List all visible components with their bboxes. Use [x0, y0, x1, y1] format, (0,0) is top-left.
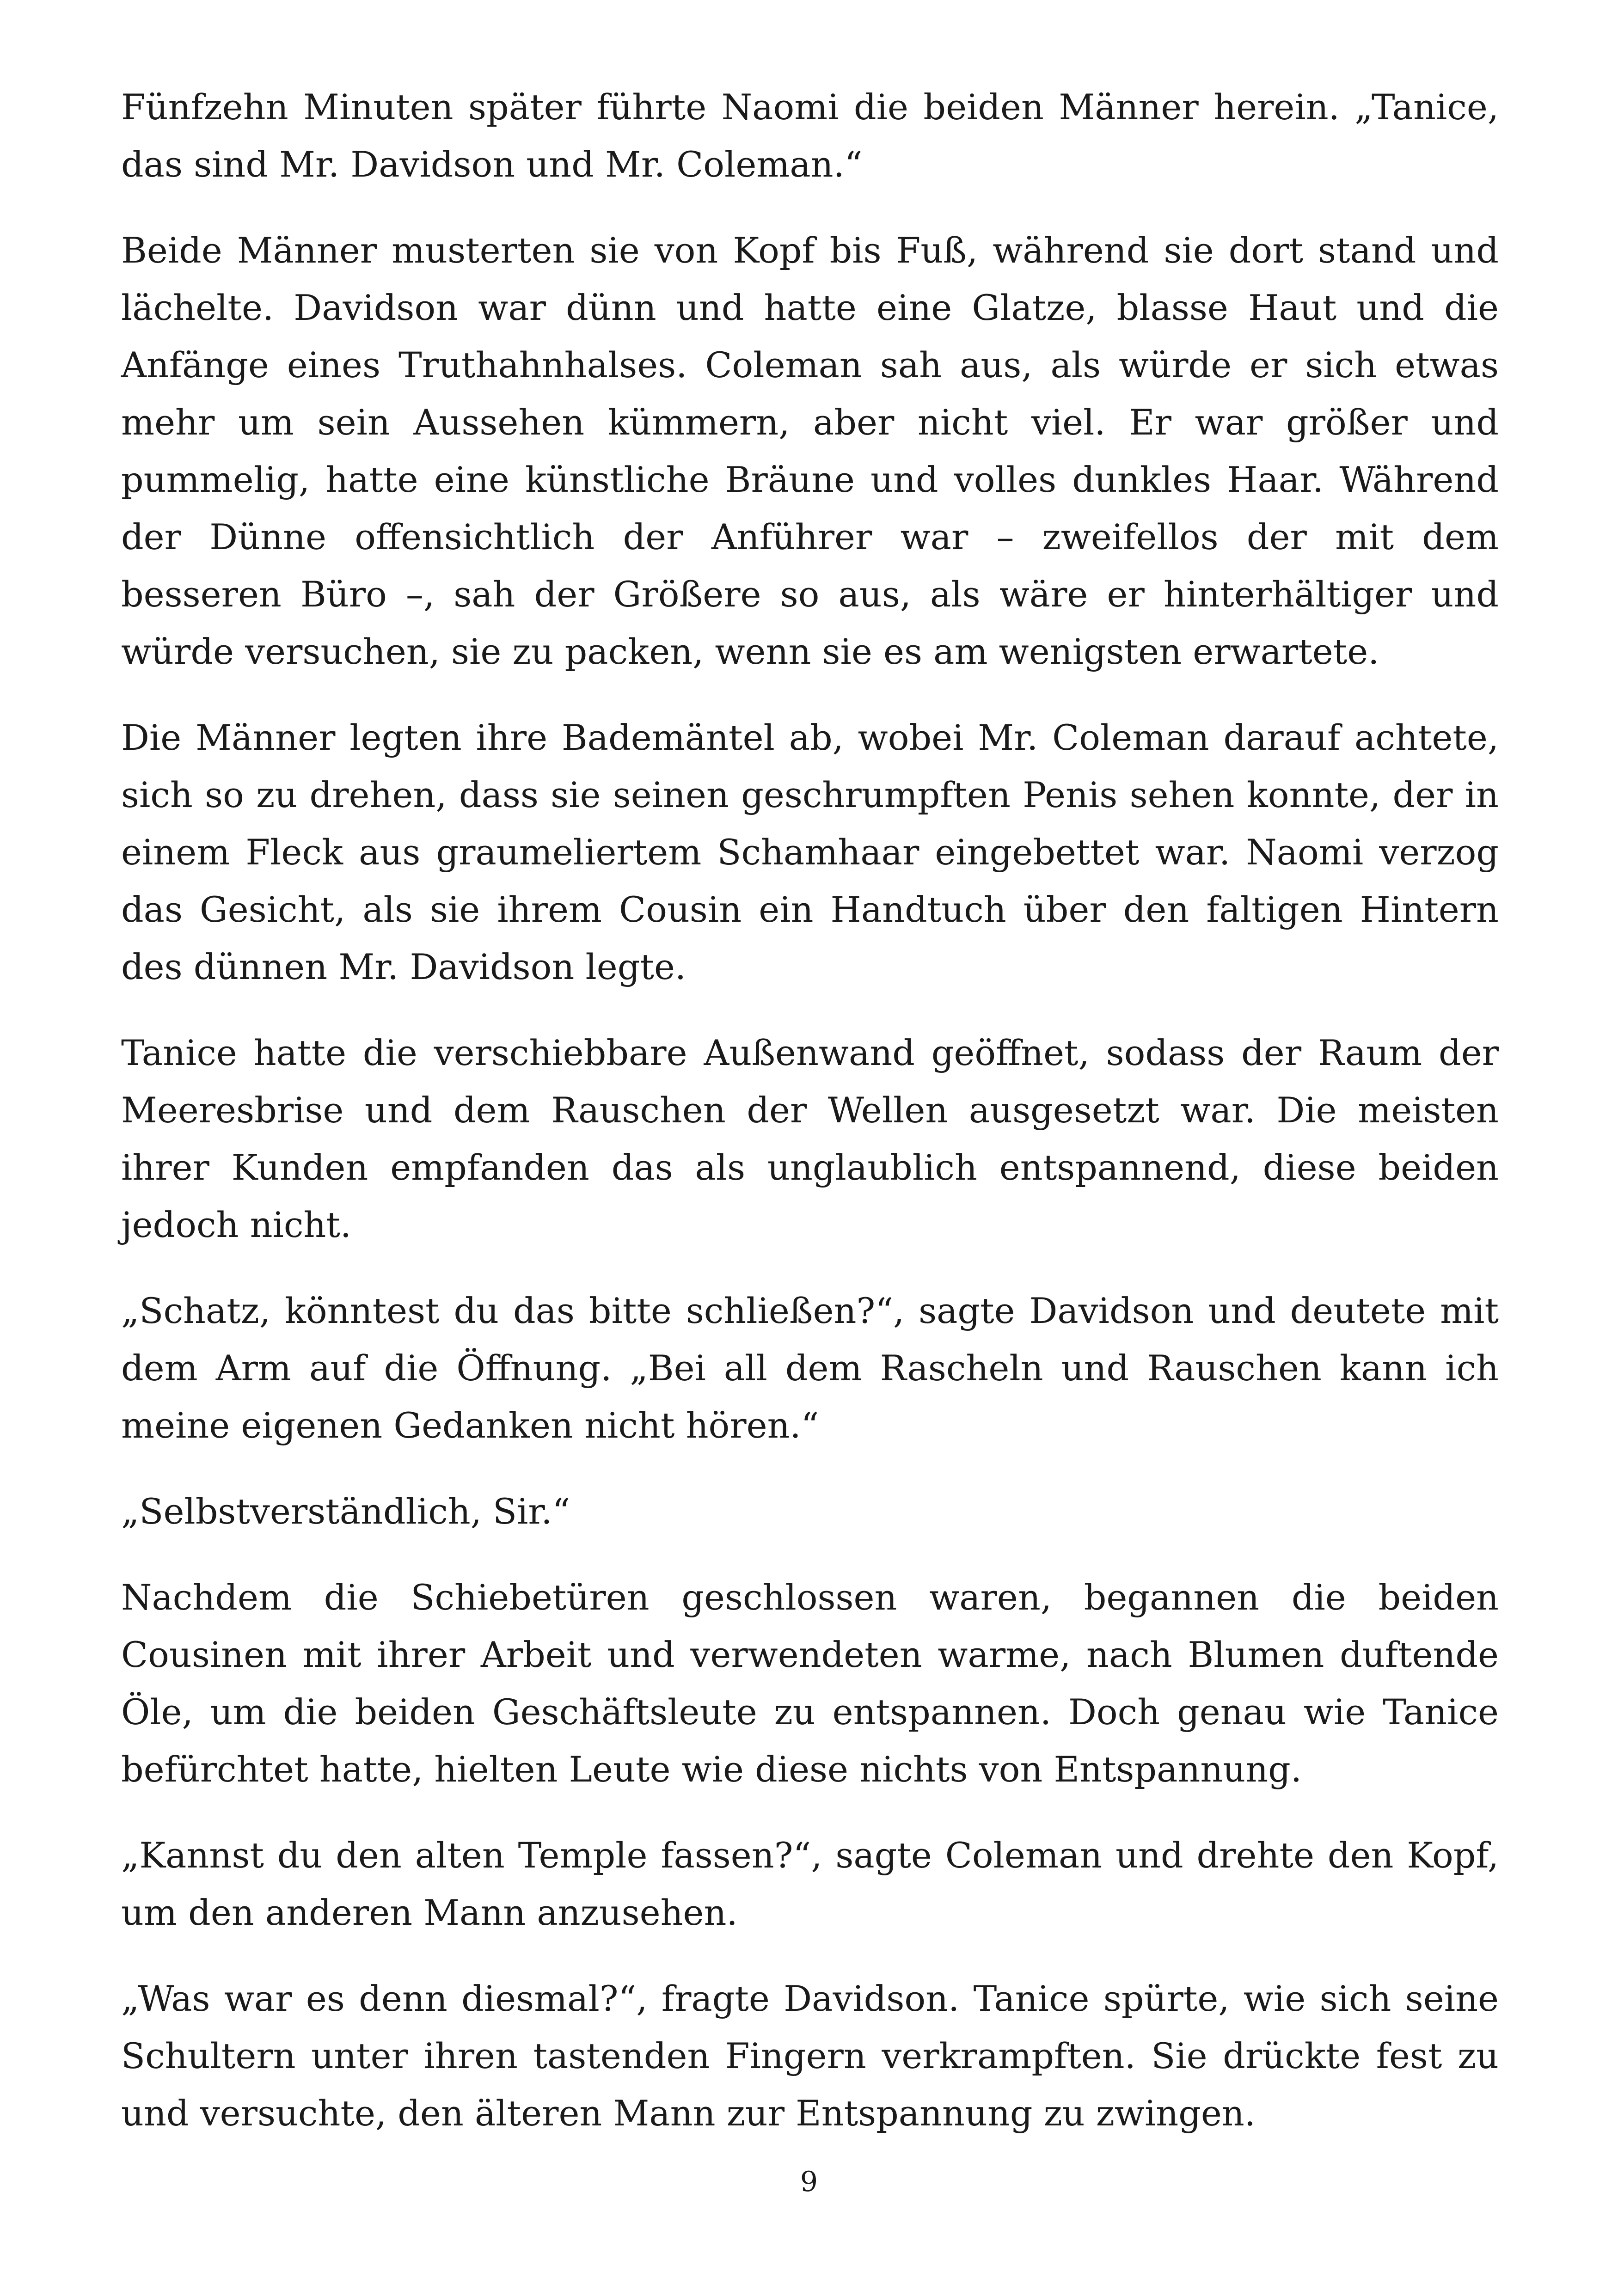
- body-text: [121, 79, 1499, 2171]
- paragraph: „Kannst du den alten Temple fassen?“, sagte Coleman und drehte den Kopf, um den anderen Mann anzusehen.: [121, 1835, 1499, 1933]
- paragraph: Fünfzehn Minuten später führte Naomi die beiden Männer herein. „Tanice, das sind Mr. Davidson und Mr. Coleman.“: [121, 86, 1499, 185]
- paragraph: „Schatz, könntest du das bitte schließen?“, sagte Davidson und deutete mit dem Arm auf die Öffnung. „Bei all dem Rascheln und Rauschen kann ich meine eigenen Gedanken nicht hören.“: [121, 1290, 1499, 1446]
- paragraph: „Selbstverständlich, Sir.“: [121, 1491, 570, 1532]
- paragraph: Die Männer legten ihre Bademäntel ab, wobei Mr. Coleman darauf achtete, sich so zu drehen, dass sie seinen geschrumpften Penis sehen konnte, der in einem Fleck aus graumeliertem Schamhaar eingebettet war. Naomi verzog das Gesicht, als sie ihrem Cousin ein Handtuch über den faltigen Hintern des dünnen Mr. Davidson legte.: [121, 717, 1499, 987]
- paragraph: Nachdem die Schiebetüren geschlossen waren, begannen die beiden Cousinen mit ihrer Arbeit und verwendeten warme, nach Blumen duftende Öle, um die beiden Geschäftsleute zu entspannen. Doch genau wie Tanice befürchtet hatte, hielten Leute wie diese nichts von Entspannung.: [121, 1577, 1499, 1790]
- page-number: 9: [800, 2166, 818, 2198]
- paragraph: Tanice hatte die verschiebbare Außenwand geöffnet, sodass der Raum der Meeresbrise und dem Rauschen der Wellen ausgesetzt war. Die meisten ihrer Kunden empfanden das als unglaublich entspannend, diese beiden jedoch nicht.: [121, 1032, 1499, 1245]
- paragraph: Beide Männer musterten sie von Kopf bis Fuß, während sie dort stand und lächelte. Davidson war dünn und hatte eine Glatze, blasse Haut und die Anfänge eines Truthahnhalses. Coleman sah aus, als würde er sich etwas mehr um sein Aussehen kümmern, aber nicht viel. Er war größer und pummelig, hatte eine künstliche Bräune und volles dunkles Haar. Während der Dünne offensichtlich der Anführer war – zweifellos der mit dem besseren Büro –, sah der Größere so aus, als wäre er hinterhältiger und würde versuchen, sie zu packen, wenn sie es am wenigsten erwartete.: [121, 230, 1499, 672]
- paragraph: „Was war es denn diesmal?“, fragte Davidson. Tanice spürte, wie sich seine Schultern unter ihren tastenden Fingern verkrampften. Sie drückte fest zu und versuchte, den älteren Mann zur Entspannung zu zwingen.: [121, 1978, 1499, 2134]
